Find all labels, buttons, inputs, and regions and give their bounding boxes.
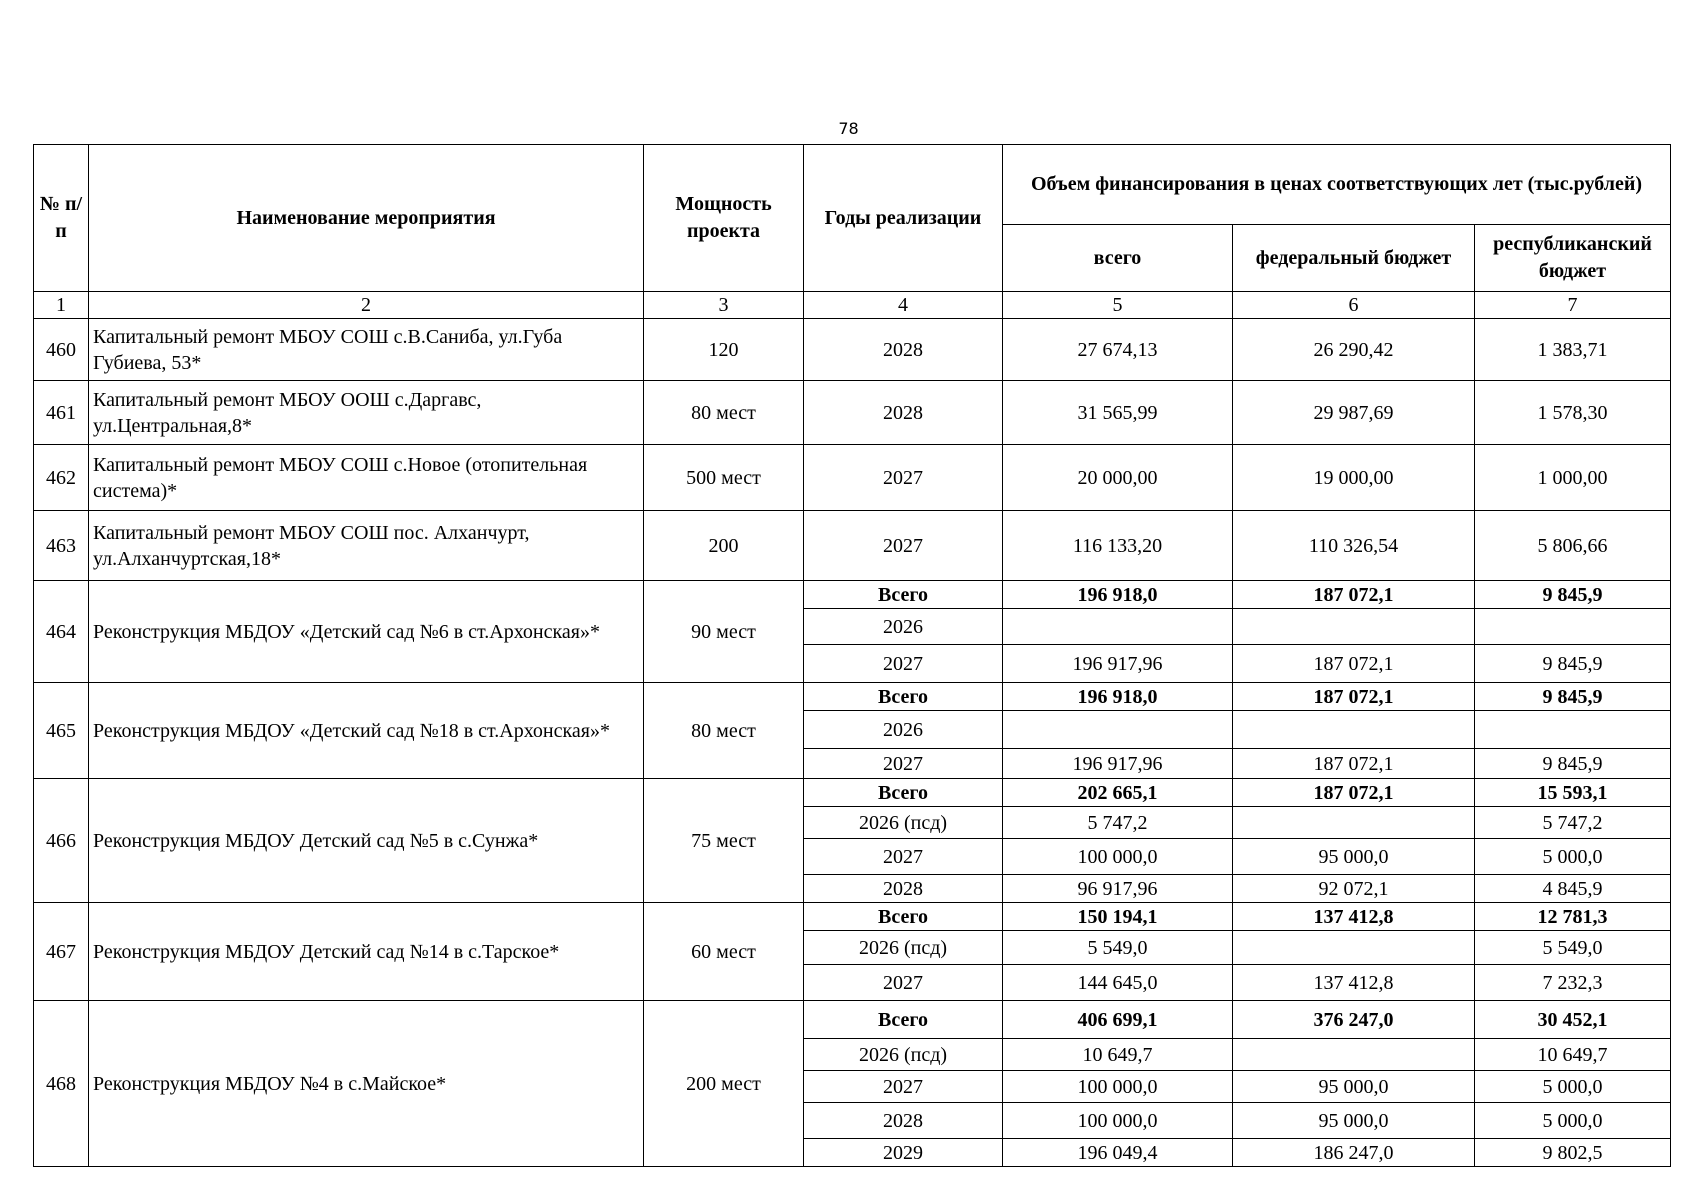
year-cell: Всего (804, 903, 1003, 931)
federal-cell: 29 987,69 (1233, 381, 1475, 445)
federal-cell: 187 072,1 (1233, 683, 1475, 711)
table-row (34, 779, 1671, 807)
year-cell: 2027 (804, 511, 1003, 581)
event-name-cell: Капитальный ремонт МБОУ СОШ с.Новое (отопительная система)* (89, 445, 644, 511)
capacity-cell: 500 мест (644, 445, 804, 511)
year-cell: 2028 (804, 875, 1003, 903)
row-number-cell: 461 (34, 381, 89, 445)
column-number: 1 (34, 292, 89, 319)
funding-table (33, 144, 1671, 1167)
column-number: 3 (644, 292, 804, 319)
total-cell: 100 000,0 (1003, 1103, 1233, 1139)
total-cell: 100 000,0 (1003, 1071, 1233, 1103)
table-row (34, 683, 1671, 711)
total-cell: 202 665,1 (1003, 779, 1233, 807)
total-cell: 196 918,0 (1003, 683, 1233, 711)
year-cell: 2028 (804, 319, 1003, 381)
year-cell: 2026 (804, 609, 1003, 645)
total-cell (1003, 711, 1233, 749)
row-number-cell: 467 (34, 903, 89, 1001)
federal-cell: 95 000,0 (1233, 1103, 1475, 1139)
federal-cell: 186 247,0 (1233, 1139, 1475, 1167)
total-cell: 20 000,00 (1003, 445, 1233, 511)
row-number-cell: 464 (34, 581, 89, 683)
republic-cell: 9 845,9 (1475, 645, 1671, 683)
year-cell: Всего (804, 1001, 1003, 1039)
year-cell: 2026 (псд) (804, 1039, 1003, 1071)
republic-cell: 1 578,30 (1475, 381, 1671, 445)
page-number: 78 (838, 119, 859, 138)
republic-cell (1475, 711, 1671, 749)
header-total: всего (1003, 225, 1233, 292)
total-cell: 144 645,0 (1003, 965, 1233, 1001)
event-name-cell: Реконструкция МБДОУ «Детский сад №18 в ст.Архонская»* (89, 683, 644, 779)
federal-cell: 187 072,1 (1233, 581, 1475, 609)
republic-cell: 9 845,9 (1475, 683, 1671, 711)
republic-cell: 1 000,00 (1475, 445, 1671, 511)
header-funding: Объем финансирования в ценах соответствующих лет (тыс.рублей) (1003, 145, 1671, 225)
event-name-cell: Реконструкция МБДОУ №4 в с.Майское* (89, 1001, 644, 1167)
capacity-cell: 200 мест (644, 1001, 804, 1167)
republic-cell: 9 802,5 (1475, 1139, 1671, 1167)
capacity-cell: 90 мест (644, 581, 804, 683)
year-cell: 2028 (804, 1103, 1003, 1139)
republic-cell: 5 747,2 (1475, 807, 1671, 839)
year-cell: Всего (804, 581, 1003, 609)
total-cell: 96 917,96 (1003, 875, 1233, 903)
event-name-cell: Капитальный ремонт МБОУ ООШ с.Даргавс, ул.Центральная,8* (89, 381, 644, 445)
federal-cell (1233, 609, 1475, 645)
table-row (34, 445, 1671, 511)
year-cell: 2027 (804, 645, 1003, 683)
year-cell: 2027 (804, 749, 1003, 779)
header-years: Годы реализации (804, 145, 1003, 292)
republic-cell: 4 845,9 (1475, 875, 1671, 903)
republic-cell: 9 845,9 (1475, 749, 1671, 779)
federal-cell (1233, 711, 1475, 749)
event-name-cell: Капитальный ремонт МБОУ СОШ с.В.Саниба, ул.Губа Губиева, 53* (89, 319, 644, 381)
row-number-cell: 463 (34, 511, 89, 581)
total-cell: 27 674,13 (1003, 319, 1233, 381)
header-num: № п/п (34, 145, 89, 292)
capacity-cell: 80 мест (644, 683, 804, 779)
federal-cell: 95 000,0 (1233, 1071, 1475, 1103)
total-cell: 5 549,0 (1003, 931, 1233, 965)
year-cell: 2026 (псд) (804, 931, 1003, 965)
year-cell: 2027 (804, 965, 1003, 1001)
total-cell: 116 133,20 (1003, 511, 1233, 581)
republic-cell: 5 806,66 (1475, 511, 1671, 581)
event-name-cell: Реконструкция МБДОУ Детский сад №5 в с.Сунжа* (89, 779, 644, 903)
table-row (34, 581, 1671, 609)
capacity-cell: 75 мест (644, 779, 804, 903)
total-cell: 406 699,1 (1003, 1001, 1233, 1039)
row-number-cell: 462 (34, 445, 89, 511)
republic-cell: 5 000,0 (1475, 1071, 1671, 1103)
capacity-cell: 120 (644, 319, 804, 381)
total-cell: 10 649,7 (1003, 1039, 1233, 1071)
federal-cell (1233, 807, 1475, 839)
total-cell (1003, 609, 1233, 645)
republic-cell: 10 649,7 (1475, 1039, 1671, 1071)
federal-cell (1233, 1039, 1475, 1071)
column-number: 7 (1475, 292, 1671, 319)
federal-cell: 187 072,1 (1233, 749, 1475, 779)
row-number-cell: 468 (34, 1001, 89, 1167)
column-number: 2 (89, 292, 644, 319)
year-cell: Всего (804, 779, 1003, 807)
year-cell: 2028 (804, 381, 1003, 445)
total-cell: 100 000,0 (1003, 839, 1233, 875)
republic-cell: 7 232,3 (1475, 965, 1671, 1001)
republic-cell: 12 781,3 (1475, 903, 1671, 931)
federal-cell: 110 326,54 (1233, 511, 1475, 581)
federal-cell (1233, 931, 1475, 965)
column-number: 4 (804, 292, 1003, 319)
row-number-cell: 466 (34, 779, 89, 903)
federal-cell: 26 290,42 (1233, 319, 1475, 381)
header-republic: республиканский бюджет (1475, 225, 1671, 292)
table-row (34, 381, 1671, 445)
federal-cell: 137 412,8 (1233, 903, 1475, 931)
capacity-cell: 80 мест (644, 381, 804, 445)
year-cell: Всего (804, 683, 1003, 711)
column-number: 5 (1003, 292, 1233, 319)
table-row (34, 1001, 1671, 1039)
total-cell: 196 918,0 (1003, 581, 1233, 609)
header-name: Наименование мероприятия (89, 145, 644, 292)
event-name-cell: Реконструкция МБДОУ «Детский сад №6 в ст.Архонская»* (89, 581, 644, 683)
republic-cell: 5 000,0 (1475, 839, 1671, 875)
republic-cell: 1 383,71 (1475, 319, 1671, 381)
total-cell: 5 747,2 (1003, 807, 1233, 839)
year-cell: 2027 (804, 1071, 1003, 1103)
federal-cell: 137 412,8 (1233, 965, 1475, 1001)
column-number: 6 (1233, 292, 1475, 319)
republic-cell: 15 593,1 (1475, 779, 1671, 807)
total-cell: 196 917,96 (1003, 645, 1233, 683)
federal-cell: 95 000,0 (1233, 839, 1475, 875)
table-body (34, 319, 1671, 1167)
year-cell: 2026 (псд) (804, 807, 1003, 839)
republic-cell (1475, 609, 1671, 645)
year-cell: 2027 (804, 839, 1003, 875)
republic-cell: 5 000,0 (1475, 1103, 1671, 1139)
row-number-cell: 460 (34, 319, 89, 381)
year-cell: 2026 (804, 711, 1003, 749)
republic-cell: 30 452,1 (1475, 1001, 1671, 1039)
federal-cell: 187 072,1 (1233, 779, 1475, 807)
federal-cell: 376 247,0 (1233, 1001, 1475, 1039)
total-cell: 150 194,1 (1003, 903, 1233, 931)
total-cell: 31 565,99 (1003, 381, 1233, 445)
table-row (34, 903, 1671, 931)
capacity-cell: 200 (644, 511, 804, 581)
federal-cell: 19 000,00 (1233, 445, 1475, 511)
republic-cell: 5 549,0 (1475, 931, 1671, 965)
event-name-cell: Капитальный ремонт МБОУ СОШ пос. Алханчурт, ул.Алханчуртская,18* (89, 511, 644, 581)
table-row (34, 319, 1671, 381)
event-name-cell: Реконструкция МБДОУ Детский сад №14 в с.Тарское* (89, 903, 644, 1001)
year-cell: 2027 (804, 445, 1003, 511)
row-number-cell: 465 (34, 683, 89, 779)
table-row (34, 511, 1671, 581)
federal-cell: 187 072,1 (1233, 645, 1475, 683)
total-cell: 196 917,96 (1003, 749, 1233, 779)
federal-cell: 92 072,1 (1233, 875, 1475, 903)
total-cell: 196 049,4 (1003, 1139, 1233, 1167)
year-cell: 2029 (804, 1139, 1003, 1167)
republic-cell: 9 845,9 (1475, 581, 1671, 609)
header-capacity: Мощность проекта (644, 145, 804, 292)
capacity-cell: 60 мест (644, 903, 804, 1001)
header-federal: федеральный бюджет (1233, 225, 1475, 292)
